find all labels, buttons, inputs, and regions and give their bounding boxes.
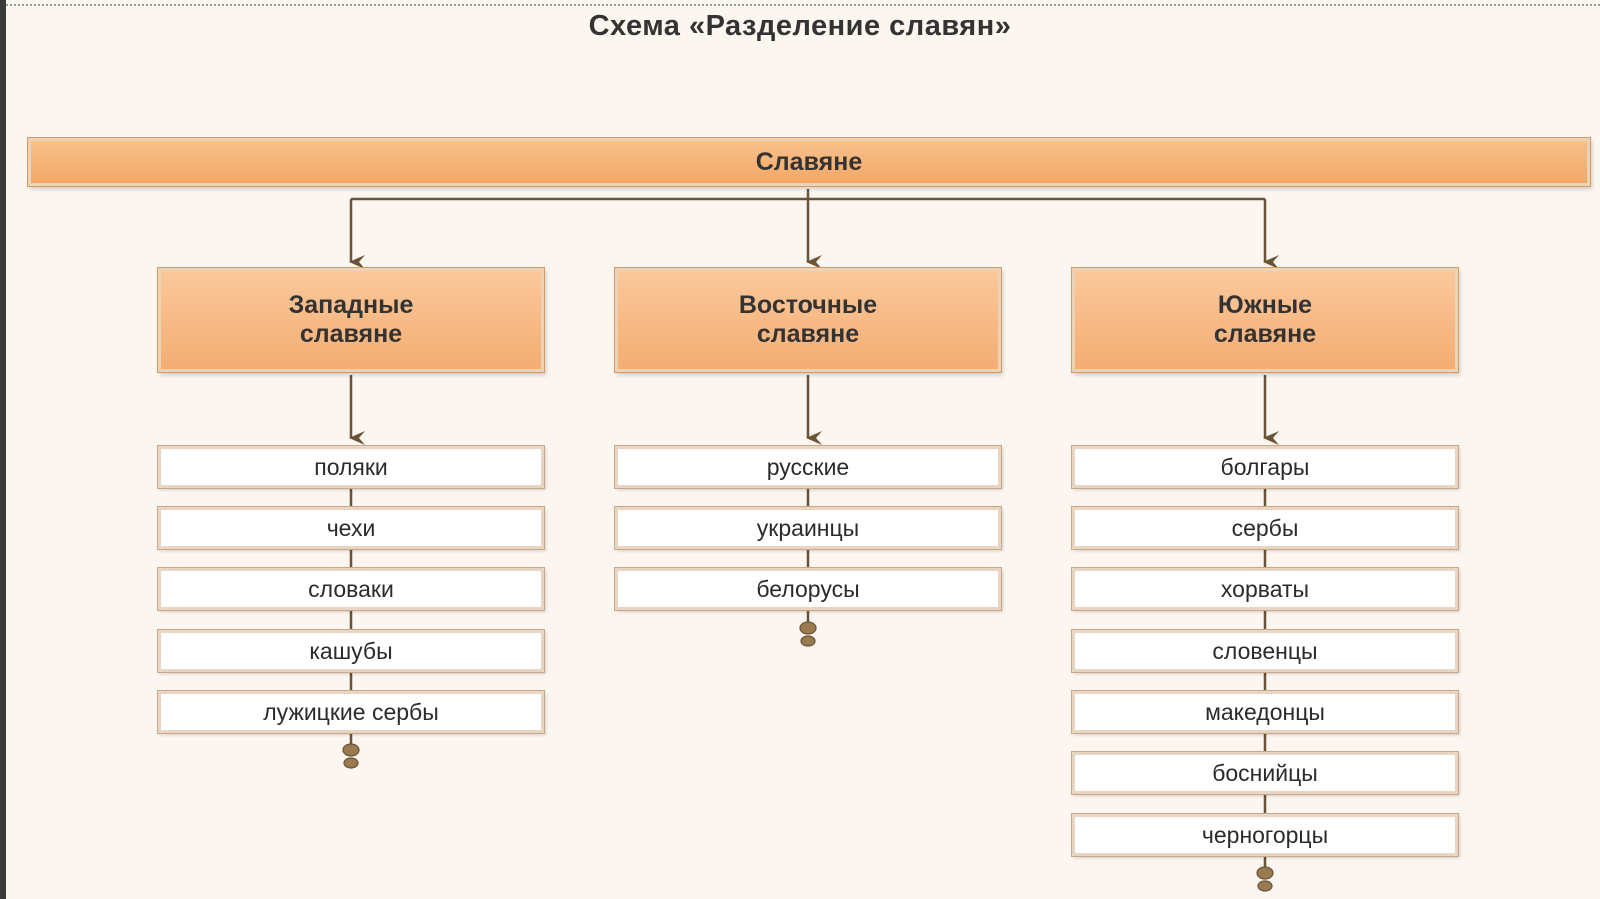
- people-item: словенцы: [1072, 630, 1458, 672]
- group-node-east: Восточные славяне: [615, 268, 1001, 372]
- people-item: лужицкие сербы: [158, 691, 544, 733]
- people-item: македонцы: [1072, 691, 1458, 733]
- people-item: кашубы: [158, 630, 544, 672]
- people-item: чехи: [158, 507, 544, 549]
- west-chain-end-icon: [344, 758, 358, 768]
- root-node-slavs: Славяне: [28, 138, 1590, 186]
- group-node-south: Южные славяне: [1072, 268, 1458, 372]
- east-chain-end-icon: [800, 622, 816, 634]
- people-item: поляки: [158, 446, 544, 488]
- people-item: белорусы: [615, 568, 1001, 610]
- south-chain-end-icon: [1257, 867, 1273, 879]
- people-item: русские: [615, 446, 1001, 488]
- east-chain-end-icon: [801, 636, 815, 646]
- people-item: хорваты: [1072, 568, 1458, 610]
- people-item: черногорцы: [1072, 814, 1458, 856]
- south-chain-end-icon: [1258, 881, 1272, 891]
- west-chain-end-icon: [343, 744, 359, 756]
- people-item: украинцы: [615, 507, 1001, 549]
- people-item: сербы: [1072, 507, 1458, 549]
- group-node-west: Западные славяне: [158, 268, 544, 372]
- people-item: боснийцы: [1072, 752, 1458, 794]
- diagram-title: Схема «Разделение славян»: [588, 10, 1012, 42]
- people-item: болгары: [1072, 446, 1458, 488]
- people-item: словаки: [158, 568, 544, 610]
